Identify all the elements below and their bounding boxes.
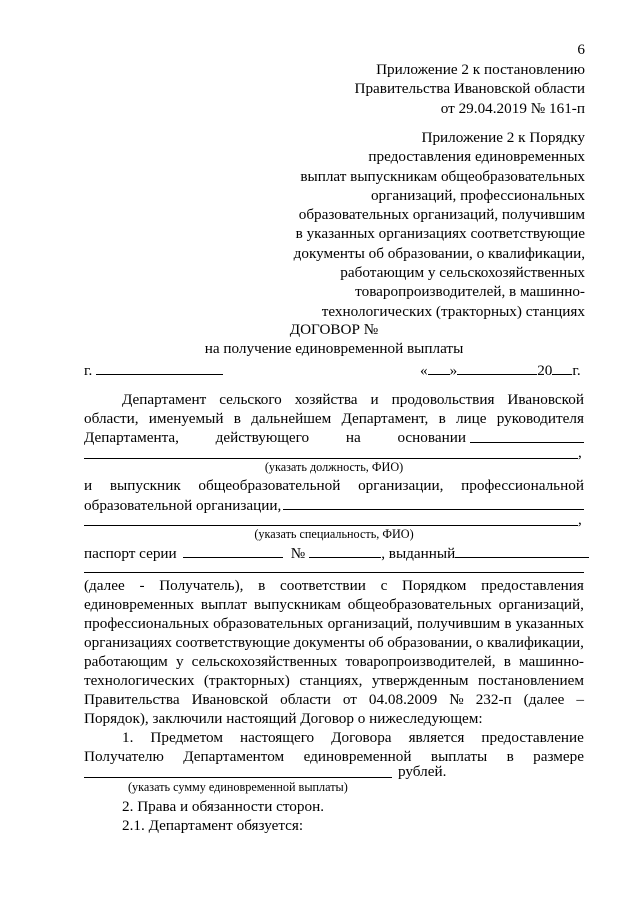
passport-issued-continue-blank[interactable] [84, 562, 584, 573]
item1-line1: 1. Предметом настоящего Договора является предоставление [122, 729, 584, 746]
header-line: организаций, профессиональных [370, 186, 585, 204]
passport-number-blank[interactable] [309, 543, 381, 558]
header-line: в указанных организациях соответствующие [295, 225, 585, 243]
header-line: технологических (тракторных) станциях [321, 302, 585, 320]
header-line: работающим у сельскохозяйственных [340, 264, 585, 282]
passport-issued-blank[interactable] [455, 543, 589, 558]
specialty-blank[interactable] [84, 514, 578, 526]
date-field: « » 20 г. [420, 362, 581, 379]
comma: , [578, 511, 582, 528]
contract-subtitle: на получение единовременной выплаты [204, 340, 464, 357]
rubles-label: рублей. [398, 763, 447, 780]
item2-1-heading: 2.1. Департамент обязуется: [122, 817, 304, 834]
org-name-row: образовательной организации, [84, 495, 584, 515]
hint-amount: (указать сумму единовременной выплаты) [128, 780, 348, 794]
para2-line1-words: и выпускник общеобразовательной организации, профессиональной [84, 477, 584, 494]
para3-line: организациях соответствующие документы об образовании, о квалификации, [84, 634, 584, 651]
hint-specialty: (указать специальность, ФИО) [254, 527, 414, 541]
para3-line: технологических (тракторных) станциях, утвержденным постановлением [84, 672, 584, 689]
position-blank[interactable] [84, 447, 578, 459]
para1-line1-words: Департамент сельского хозяйства и продовольствия Ивановской [122, 391, 584, 408]
year-blank[interactable] [552, 360, 572, 375]
day-blank[interactable] [428, 360, 450, 375]
para3-line: единовременных выплат выпускникам общеобразовательных организаций, [84, 596, 584, 613]
passport-series-blank[interactable] [183, 543, 283, 558]
basis-blank[interactable] [470, 428, 584, 443]
resolution-header [355, 60, 586, 118]
para3-line: профессиональных образовательных организаций, получившим в указанных [84, 615, 584, 632]
month-blank[interactable] [457, 360, 537, 375]
para3-last-line: Порядок), заключили настоящий Договор о нижеследующем: [84, 710, 483, 727]
hint-position: (указать должность, ФИО) [264, 460, 404, 474]
header-line: Приложение 2 к Порядку [421, 129, 585, 146]
city-blank[interactable] [96, 360, 223, 375]
comma: , [578, 444, 582, 461]
city-field: г. [84, 360, 223, 380]
para3-line: Правительства Ивановской области от 04.08.2009 № 232-п (далее – [84, 691, 584, 708]
header-line: документы об образовании, о квалификации, [293, 244, 585, 262]
header-line: Правительства Ивановской области [354, 80, 585, 98]
item2-heading: 2. Права и обязанности сторон. [122, 798, 325, 815]
para3-line: работающим у сельскохозяйственных товаропроизводителей, в машинно- [84, 653, 584, 670]
passport-row: паспорт серии № , выданный [84, 543, 589, 563]
header-line: от 29.04.2019 № 161-п [440, 99, 585, 117]
header-line: образовательных организаций, получившим [298, 206, 585, 224]
org-name-blank[interactable] [283, 495, 584, 510]
para1-line3-words: Департамента, действующего на основании [84, 429, 466, 446]
para3-line: (далее - Получатель), в соответствии с Порядком предоставления [84, 577, 584, 594]
item1-line2: Получателю Департаментом единовременной выплаты в размере [84, 748, 584, 765]
amount-blank[interactable] [84, 766, 392, 778]
page-number: 6 [577, 41, 585, 58]
header-line: предоставления единовременных [368, 148, 585, 166]
procedure-header [294, 128, 585, 321]
contract-title: ДОГОВОР № [289, 321, 379, 338]
para1-line2-words: области, именуемый в дальнейшем Департамент, в лице руководителя [84, 410, 584, 427]
header-line: выплат выпускникам общеобразовательных [300, 167, 585, 185]
header-line: Приложение 2 к постановлению [376, 61, 585, 78]
header-line: товаропроизводителей, в машинно- [355, 283, 585, 301]
